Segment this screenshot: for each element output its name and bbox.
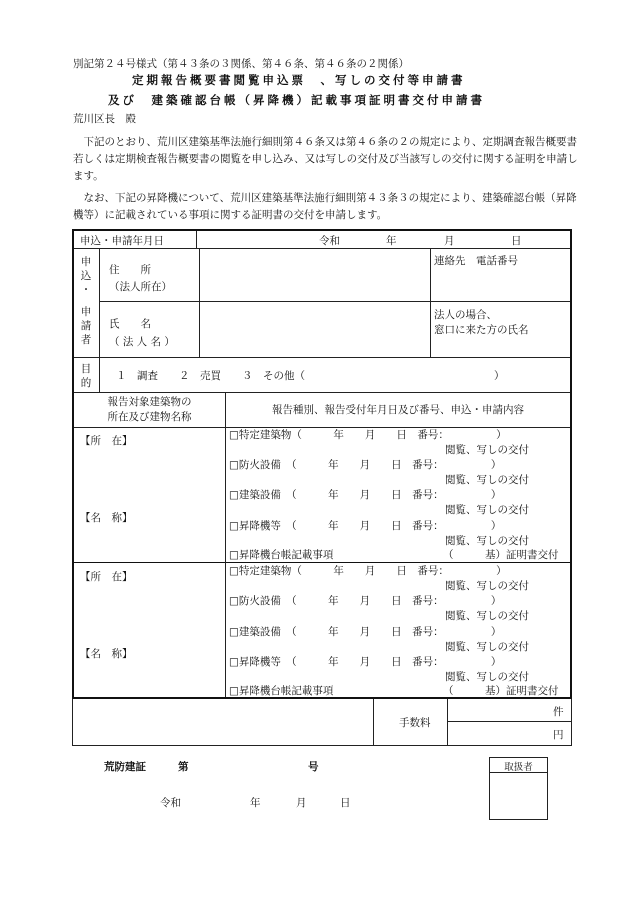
item-fire-equipment[interactable]: □防火設備 （ 年 月 日 番号： ） [229,459,502,471]
yen-unit: 円 [553,729,564,741]
item-suffix: 閲覧、写しの交付 [445,535,529,547]
building-name-label: 【名 称】 [80,512,133,524]
item-suffix: 閲覧、写しの交付 [445,504,529,516]
application-form-table [72,229,572,699]
applicant-char: ・ [80,284,92,296]
address-sub-label: （法人所在） [109,281,172,293]
item-suffix: 閲覧、写しの交付 [445,444,529,456]
corp-label-2: 窓口に来た方の氏名 [434,324,529,336]
footer-day-label: 日 [340,797,351,809]
name-field[interactable] [202,305,426,355]
count-field[interactable] [451,701,546,719]
name-label: 氏 名 [109,318,151,330]
item-elevator-ledger[interactable]: □昇降機台帳記載事項 [229,685,334,697]
applicant-char: 込 [80,270,92,282]
contact-phone-label: 連絡先 電話番号 [434,255,518,267]
applicant-char: 者 [80,334,92,346]
body-text [73,134,578,224]
name-sub-label: （ 法 人 名 ） [109,336,175,348]
date-year-label: 年 [386,235,397,247]
handler-box [489,757,548,820]
item-specific-building[interactable]: □特定建築物（ 年 月 日 番号： ） [229,429,507,441]
paragraph-1: 下記のとおり、荒川区建築基準法施行細則第４６条又は第４６条の２の規定により、定期調査報告概要書若しくは定期検査報告概要書の閲覧を申し込み、又は写しの交付及び当該写しの交付に関する証明を申請します。 [73,136,578,182]
left-column-header-2: 所在及び建物名称 [107,411,192,423]
item-building-equipment[interactable]: □建築設備 （ 年 月 日 番号： ） [229,489,502,501]
form-number: 別記第２４号様式（第４３条の３関係、第４６条、第４６条の２関係） [73,58,409,70]
cert-go: 号 [308,761,319,773]
item-elevator[interactable]: □昇降機等 （ 年 月 日 番号： ） [229,656,502,668]
elevator-ledger-suffix: （ 基）証明書交付 [443,685,559,697]
item-specific-building[interactable]: □特定建築物（ 年 月 日 番号： ） [229,565,507,577]
cert-label: 荒防建証 [104,761,146,773]
footer-year-label: 年 [250,797,261,809]
cert-dai: 第 [178,761,189,773]
item-elevator-ledger[interactable]: □昇降機台帳記載事項 [229,549,334,561]
title-line-1: 定期報告概要書閲覧申込票 、写しの交付等申請書 [132,73,466,87]
item-suffix: 閲覧、写しの交付 [445,671,529,683]
item-elevator[interactable]: □昇降機等 （ 年 月 日 番号： ） [229,520,502,532]
applicant-char: 申 [80,256,92,268]
item-suffix: 閲覧、写しの交付 [445,641,529,653]
corp-label-1: 法人の場合、 [434,309,497,321]
address-field[interactable] [202,253,426,299]
handler-label: 取扱者 [504,762,533,773]
purpose-char: 的 [80,377,92,389]
item-suffix: 閲覧、写しの交付 [445,580,529,592]
left-column-header-1: 報告対象建築物の [107,396,192,408]
fee-field[interactable] [451,724,546,742]
item-suffix: 閲覧、写しの交付 [445,474,529,486]
count-unit: 件 [553,706,564,718]
purpose-options[interactable]: １ 調査 ２ 売買 ３ その他（ ） [116,370,505,382]
location-label: 【所 在】 [80,435,133,447]
title-line-2: 及び 建築確認台帳（昇降機）記載事項証明書交付申請書 [108,93,485,107]
date-label: 申込・申請年月日 [80,235,164,247]
purpose-char: 目 [80,363,92,375]
fee-label: 手数料 [399,717,431,729]
applicant-char: 請 [80,320,92,332]
address-label: 住 所 [109,264,151,276]
footer-month-label: 月 [296,797,307,809]
item-suffix: 閲覧、写しの交付 [445,610,529,622]
building-name-label: 【名 称】 [80,648,133,660]
applicant-label [79,255,93,347]
item-building-equipment[interactable]: □建築設備 （ 年 月 日 番号： ） [229,626,502,638]
paragraph-2: なお、下記の昇降機について、荒川区建築基準法施行細則第４３条３の規定により、建築確認台帳（昇降機等）に記載されている事項に関する証明書の交付を申請します。 [73,192,577,221]
addressee: 荒川区長 殿 [73,113,136,125]
date-era: 令和 [319,235,340,247]
elevator-ledger-suffix: （ 基）証明書交付 [443,549,559,561]
applicant-char: 申 [80,306,92,318]
footer-era: 令和 [160,797,181,809]
handler-stamp-area[interactable] [492,775,545,818]
fee-row [72,699,572,746]
location-label: 【所 在】 [80,571,133,583]
date-month-label: 月 [444,235,455,247]
right-column-header: 報告種別、報告受付年月日及び番号、申込・申請内容 [272,404,524,416]
purpose-label [79,362,93,390]
item-fire-equipment[interactable]: □防火設備 （ 年 月 日 番号： ） [229,595,502,607]
date-day-label: 日 [511,235,522,247]
